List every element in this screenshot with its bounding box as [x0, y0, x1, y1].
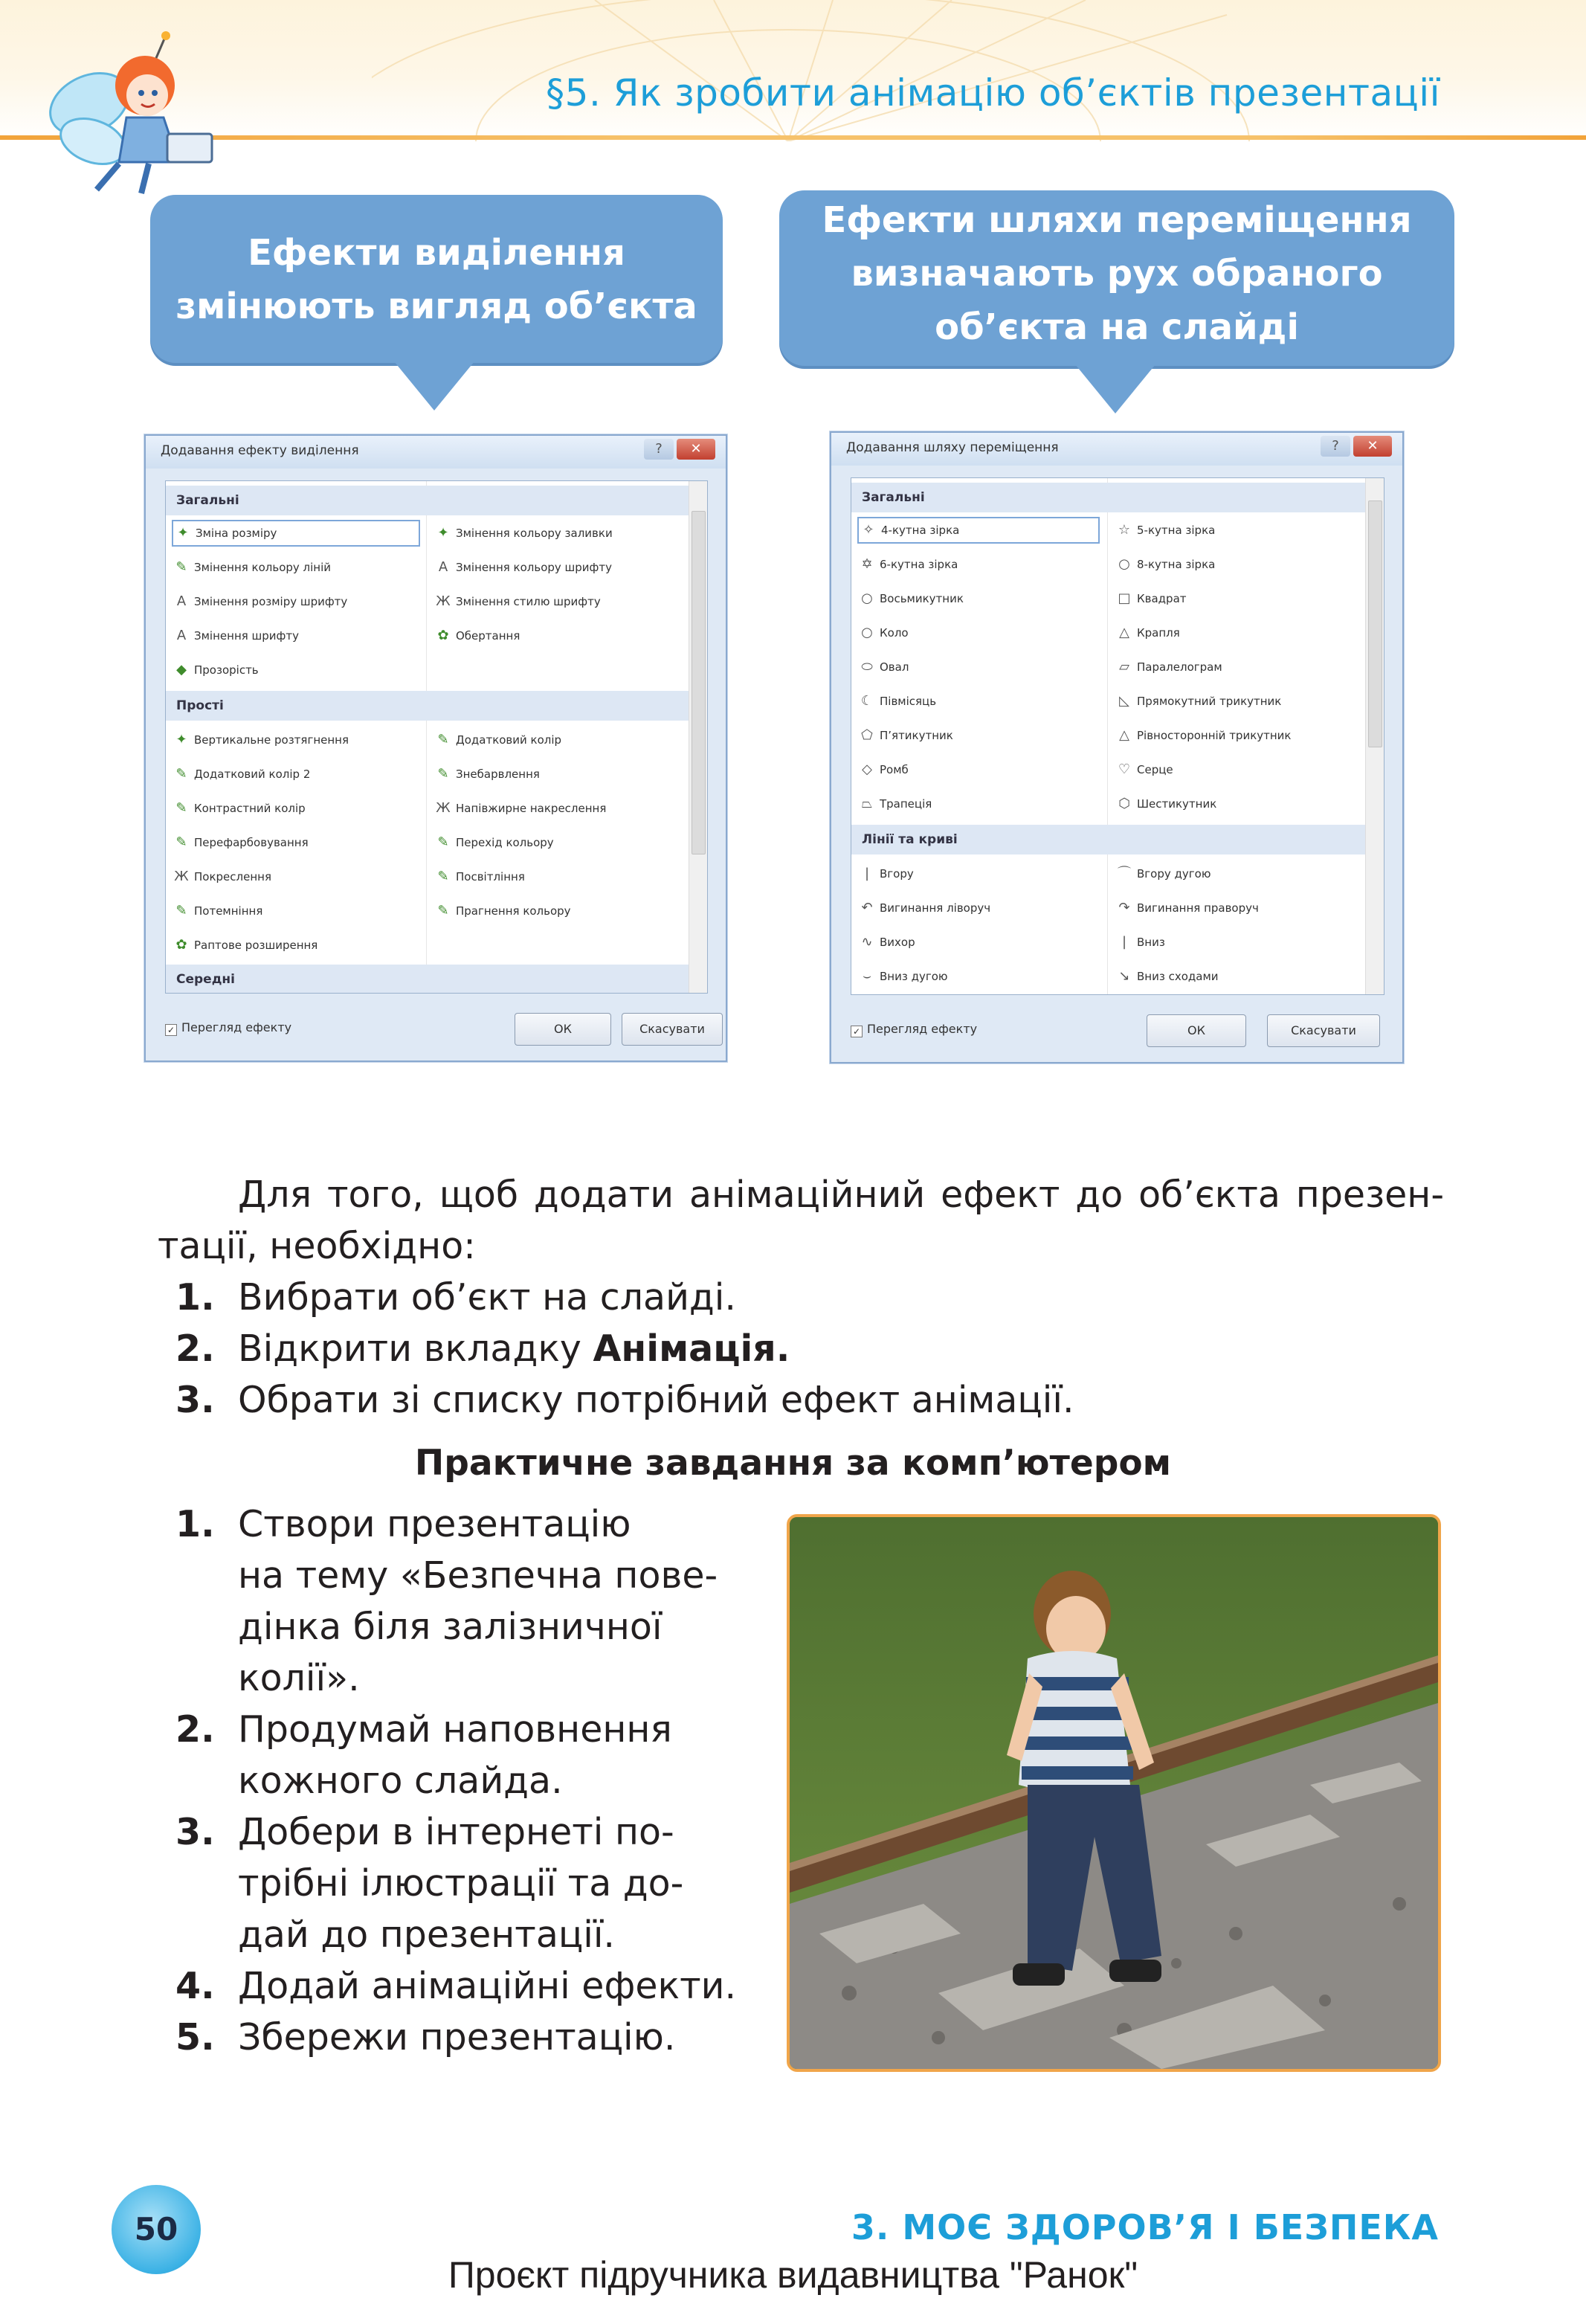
path-label: Квадрат	[1137, 592, 1187, 605]
effect-icon: ✎	[175, 559, 187, 575]
fairy-mascot-icon	[37, 22, 223, 201]
step-number: 1.	[175, 1503, 215, 1545]
effect-icon: Ж	[436, 800, 451, 816]
step-number: 4.	[175, 1965, 215, 2007]
circle-icon: ○	[861, 625, 873, 640]
close-button[interactable]: ✕	[677, 439, 715, 460]
intro-line-2: тації, необхідно:	[158, 1225, 476, 1267]
dialog-footer	[851, 1011, 1384, 1049]
effect-icon: ✎	[437, 834, 449, 850]
effect-item[interactable]	[435, 761, 540, 788]
path-item[interactable]	[859, 722, 953, 749]
effect-label: Додатковий колір 2	[194, 767, 311, 781]
effect-icon: Ж	[436, 593, 451, 609]
step-item	[175, 1272, 1074, 1323]
preview-checkbox[interactable]	[851, 1022, 977, 1037]
effect-item[interactable]	[435, 863, 525, 890]
path-label: Вихор	[880, 936, 915, 949]
path-label: Вигинання праворуч	[1137, 901, 1259, 915]
effect-label: Змінення кольору заливки	[456, 527, 613, 540]
effect-label: Контрастний колір	[194, 802, 306, 815]
step-text: Відкрити вкладку	[238, 1327, 593, 1370]
effect-label: Зміна розміру	[196, 527, 277, 540]
path-label: Паралелограм	[1137, 660, 1222, 674]
callout-left-line-1: Ефекти виділення	[248, 232, 625, 274]
effect-icon: ✎	[175, 903, 187, 918]
effect-label: Перехід кольору	[456, 836, 554, 849]
effect-label: Посвітління	[456, 870, 525, 883]
effect-label: Потемніння	[194, 904, 263, 918]
path-label: Півмісяць	[880, 695, 937, 708]
publisher-note: Проєкт підручника видавництва "Ранок"	[448, 2254, 1138, 2296]
callout-emphasis-effects	[150, 195, 723, 363]
effect-item[interactable]	[173, 622, 299, 649]
effect-label: Змінення розміру шрифту	[194, 595, 348, 608]
octagon-icon: ○	[861, 590, 873, 606]
scrollbar-thumb[interactable]	[1368, 500, 1382, 747]
step-text: Обрати зі списку потрібний ефект анімації.	[238, 1379, 1074, 1421]
effect-label: Змінення шрифту	[194, 629, 299, 643]
practical-step	[175, 1806, 770, 1960]
path-label: 8-кутна зірка	[1137, 558, 1216, 571]
dialog-titlebar	[146, 436, 726, 469]
line-up-icon: |	[864, 866, 870, 881]
preview-label: Перегляд ефекту	[181, 1020, 292, 1034]
hexagon-icon: ⬡	[1118, 796, 1130, 811]
step-number: 2.	[175, 1708, 215, 1751]
dialog-title: Додавання ефекту виділення	[161, 443, 359, 458]
step-bold-text: Анімація.	[593, 1327, 790, 1370]
path-item-4-point-star[interactable]	[857, 517, 1100, 544]
effect-label: Додатковий колір	[456, 733, 562, 747]
effect-label: Знебарвлення	[456, 767, 540, 781]
path-label: 5-кутна зірка	[1137, 524, 1216, 537]
path-item[interactable]	[859, 860, 914, 887]
step-line: Додай анімаційні ефекти.	[238, 1965, 737, 2007]
path-label: Шестикутник	[1137, 797, 1217, 811]
dialog-footer	[165, 1010, 708, 1047]
effect-item[interactable]	[435, 588, 601, 615]
effect-item[interactable]	[435, 898, 571, 924]
child-on-railway-photo	[787, 1514, 1441, 2072]
path-label: Вгору дугою	[1137, 867, 1211, 881]
practical-task-heading: Практичне завдання за комп’ютером	[414, 1443, 1172, 1484]
chapter-title: §5. Як зробити анімацію об’єктів презентації	[546, 71, 1440, 115]
intro-paragraph	[158, 1169, 1444, 1272]
path-item[interactable]	[859, 756, 909, 783]
path-item[interactable]	[1116, 517, 1215, 544]
step-line: дай до презентації.	[238, 1913, 616, 1956]
parallelogram-icon: ▱	[1119, 659, 1129, 675]
callout-left-line-2: змінюють вигляд об’єкта	[175, 286, 697, 327]
path-item[interactable]	[859, 963, 948, 990]
effect-label: Змінення кольору ліній	[194, 561, 332, 574]
step-line: Створи презентацію	[238, 1503, 631, 1545]
path-label: Рівносторонній трикутник	[1137, 729, 1292, 742]
path-label: Серце	[1137, 763, 1173, 776]
emphasis-effect-dialog	[144, 434, 727, 1062]
effect-label: Раптове розширення	[194, 939, 318, 952]
cancel-button[interactable]: Скасувати	[622, 1013, 723, 1046]
path-label: Ромб	[880, 763, 909, 776]
list-scrollbar[interactable]	[1365, 478, 1384, 994]
effect-label: Покреслення	[194, 870, 271, 883]
practical-step	[175, 1499, 770, 1704]
effect-item[interactable]	[435, 727, 561, 753]
step-line: на тему «Безпечна пове-	[238, 1554, 718, 1597]
star-8-icon: ○	[1118, 556, 1130, 572]
star-4-icon: ✧	[863, 522, 874, 538]
scrollbar-thumb[interactable]	[692, 511, 706, 854]
step-number: 2.	[175, 1327, 215, 1370]
diamond-icon: ◇	[862, 762, 872, 777]
cancel-button[interactable]: Скасувати	[1267, 1014, 1380, 1047]
practical-step	[175, 1960, 770, 2012]
step-text: Вибрати об’єкт на слайді.	[238, 1276, 736, 1319]
page-number-badge: 50	[112, 2185, 201, 2274]
effect-icon: A	[438, 559, 448, 575]
path-label: Крапля	[1137, 626, 1180, 640]
effect-label: Змінення кольору шрифту	[456, 561, 612, 574]
teardrop-icon: △	[1119, 625, 1129, 640]
effect-item[interactable]	[435, 829, 554, 856]
effect-icon: Ж	[174, 869, 189, 884]
stairs-down-icon: ↘	[1118, 968, 1130, 984]
effect-label: Прозорість	[194, 663, 259, 677]
path-label: Вниз сходами	[1137, 970, 1219, 983]
step-line: кожного слайда.	[238, 1760, 563, 1802]
effect-item[interactable]	[173, 932, 317, 959]
effect-icon: ✿	[437, 628, 449, 643]
effect-icon: ✎	[175, 834, 187, 850]
square-icon: □	[1118, 590, 1131, 606]
effect-label: Перефарбовування	[194, 836, 309, 849]
trapezoid-icon: ⏢	[861, 796, 873, 811]
effect-icon: ✎	[437, 732, 449, 747]
header-band	[0, 0, 1586, 141]
path-item[interactable]	[1116, 585, 1187, 612]
arc-down-icon: ⌣	[863, 968, 871, 984]
path-label: Трапеція	[880, 797, 932, 811]
path-item[interactable]	[859, 895, 990, 921]
step-line: Продумай наповнення	[238, 1708, 672, 1751]
oval-icon: ⬭	[861, 659, 873, 675]
effect-item[interactable]	[173, 554, 331, 581]
callout-right-line-3: об’єкта на слайді	[935, 306, 1299, 348]
effect-item[interactable]	[173, 657, 259, 683]
path-item[interactable]	[859, 585, 964, 612]
effect-label: Змінення стилю шрифту	[456, 595, 601, 608]
step-number: 5.	[175, 2016, 215, 2059]
checkbox-icon: ✓	[851, 1026, 863, 1037]
pentagon-icon: ⬠	[861, 727, 873, 743]
crescent-icon: ☾	[860, 693, 874, 709]
right-triangle-icon: ◺	[1119, 693, 1129, 709]
path-label: Прямокутний трикутник	[1137, 695, 1282, 708]
path-label: Вгору	[880, 867, 914, 881]
category-general[interactable]: Загальні	[851, 483, 1366, 512]
effect-icon: A	[176, 628, 187, 643]
path-label: Вниз	[1137, 936, 1165, 949]
effect-icon: ✦	[175, 732, 187, 747]
path-item[interactable]	[1116, 688, 1281, 715]
path-item[interactable]	[1116, 895, 1259, 921]
step-line: Добери в інтернеті по-	[238, 1811, 674, 1853]
path-label: 6-кутна зірка	[880, 558, 958, 571]
intro-line-1: Для того, щоб додати анімаційний ефект до об’єкта презен-	[238, 1174, 1444, 1216]
effect-icon: ✎	[437, 869, 449, 884]
ok-button[interactable]: ОК	[1147, 1014, 1246, 1047]
callout-right-line-1: Ефекти шляхи переміщення	[822, 199, 1412, 241]
effect-item-resize[interactable]	[172, 520, 420, 547]
section-title: 3. МОЄ ЗДОРОВ’Я І БЕЗПЕКА	[851, 2207, 1439, 2247]
preview-checkbox[interactable]	[165, 1020, 291, 1036]
star-6-icon: ✡	[861, 556, 873, 572]
effect-item[interactable]	[435, 622, 520, 649]
path-label: Овал	[880, 660, 909, 674]
callout-motion-paths	[779, 190, 1454, 366]
path-item[interactable]	[1116, 551, 1215, 578]
path-label: Вниз дугою	[880, 970, 948, 983]
path-item[interactable]	[1116, 654, 1222, 680]
effect-icon: ✎	[437, 766, 449, 782]
effect-icon: ✎	[175, 800, 187, 816]
step-number: 3.	[175, 1379, 215, 1421]
path-item[interactable]	[1116, 722, 1292, 749]
effect-list[interactable]	[165, 480, 708, 994]
column-separator	[1107, 478, 1108, 994]
path-label: П’ятикутник	[880, 729, 953, 742]
effect-item[interactable]	[173, 761, 310, 788]
step-line: трібні ілюстрації та до-	[238, 1862, 684, 1905]
heart-icon: ♡	[1118, 762, 1131, 777]
practical-step	[175, 2012, 770, 2063]
step-item	[175, 1374, 1074, 1426]
header-divider	[0, 135, 1586, 140]
path-item[interactable]	[1116, 929, 1165, 956]
effect-item[interactable]	[435, 554, 612, 581]
path-label: Восьмикутник	[880, 592, 964, 605]
effect-item[interactable]	[173, 727, 349, 753]
column-separator	[426, 481, 427, 993]
path-item[interactable]	[1116, 756, 1173, 783]
path-item[interactable]	[1116, 963, 1219, 990]
effect-item[interactable]	[173, 898, 262, 924]
motion-path-dialog	[830, 431, 1404, 1063]
dialog-titlebar	[831, 433, 1402, 466]
help-button[interactable]: ?	[1321, 436, 1350, 457]
preview-label: Перегляд ефекту	[867, 1022, 978, 1036]
path-item[interactable]	[859, 654, 909, 680]
category-lines-curves[interactable]: Лінії та криві	[851, 825, 1366, 854]
close-button[interactable]: ✕	[1353, 436, 1392, 457]
steps-list	[175, 1272, 1074, 1426]
step-number: 3.	[175, 1811, 215, 1853]
swirl-icon: ∿	[861, 934, 873, 950]
path-item[interactable]	[859, 688, 936, 715]
help-button[interactable]: ?	[644, 439, 674, 460]
path-label: Коло	[880, 626, 909, 640]
triangle-icon: △	[1119, 727, 1129, 743]
effect-label: Прагнення кольору	[456, 904, 571, 918]
path-label: 4-кутна зірка	[881, 524, 960, 537]
callout-left-pointer	[394, 361, 474, 411]
effect-icon: ✦	[437, 525, 449, 541]
step-item	[175, 1323, 1074, 1374]
category-simple[interactable]: Прості	[166, 691, 689, 721]
effect-icon: ✦	[177, 525, 189, 541]
dialog-title: Додавання шляху переміщення	[846, 440, 1059, 455]
step-line: дінка біля залізничної	[238, 1606, 663, 1648]
bend-right-icon: ↷	[1118, 900, 1130, 915]
motion-path-list[interactable]	[851, 477, 1384, 995]
ok-button[interactable]: ОК	[515, 1013, 611, 1046]
checkbox-icon: ✓	[165, 1024, 177, 1036]
practical-steps-list	[175, 1499, 770, 2063]
effect-item[interactable]	[173, 795, 306, 822]
path-item[interactable]	[859, 929, 915, 956]
star-5-icon: ☆	[1118, 522, 1131, 538]
effect-label: Вертикальне розтягнення	[194, 733, 349, 747]
path-item[interactable]	[859, 551, 958, 578]
bend-left-icon: ↶	[861, 900, 873, 915]
header-rays-decoration	[372, 0, 1586, 141]
effect-icon: ✎	[437, 903, 449, 918]
step-line: колії».	[238, 1657, 360, 1699]
effect-icon: A	[176, 593, 187, 609]
effect-label: Напівжирне накреслення	[456, 802, 607, 815]
step-line: Збережи презентацію.	[238, 2016, 676, 2059]
effect-item[interactable]	[173, 588, 347, 615]
callout-right-pointer	[1075, 364, 1155, 413]
path-item[interactable]	[859, 619, 909, 646]
practical-step	[175, 1704, 770, 1806]
line-down-icon: |	[1121, 934, 1127, 950]
category-general[interactable]: Загальні	[166, 486, 689, 515]
effect-icon: ✿	[175, 937, 187, 953]
category-medium[interactable]: Середні	[166, 965, 689, 994]
effect-item[interactable]	[435, 520, 613, 547]
callout-right-line-2: визначають рух обраного	[851, 253, 1383, 294]
railway-illustration	[790, 1517, 1438, 2069]
list-scrollbar[interactable]	[689, 481, 707, 993]
path-item[interactable]	[1116, 860, 1211, 887]
step-number: 1.	[175, 1276, 215, 1319]
effect-item[interactable]	[173, 863, 271, 890]
path-item[interactable]	[1116, 791, 1216, 817]
effect-icon: ✎	[175, 766, 187, 782]
path-item[interactable]	[859, 791, 932, 817]
arc-up-icon: ⌒	[1118, 866, 1131, 881]
effect-item[interactable]	[435, 795, 606, 822]
effect-icon: ◆	[176, 662, 187, 677]
path-item[interactable]	[1116, 619, 1180, 646]
path-label: Вигинання ліворуч	[880, 901, 991, 915]
effect-item[interactable]	[173, 829, 309, 856]
effect-label: Обертання	[456, 629, 520, 643]
